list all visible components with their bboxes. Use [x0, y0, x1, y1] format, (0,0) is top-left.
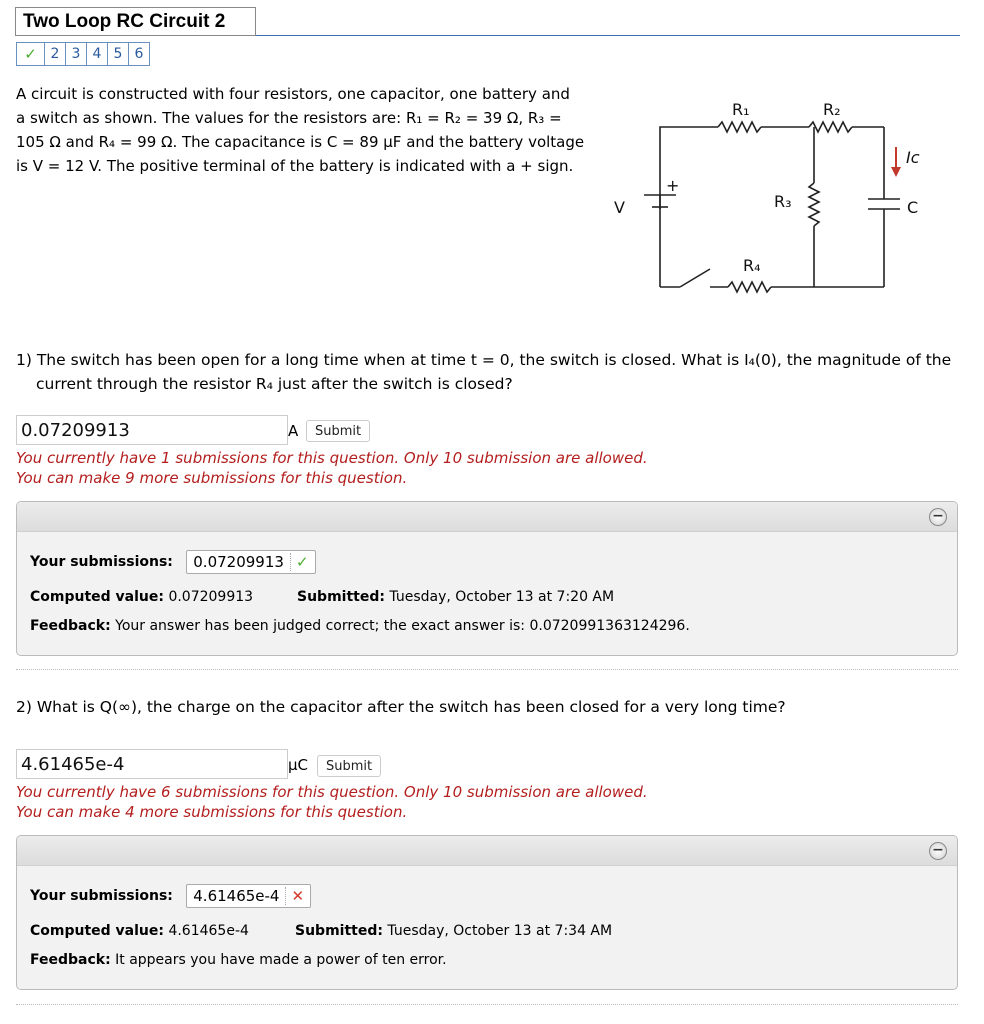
submission-text: 4.61465e-4 [193, 887, 280, 905]
submission-value [186, 550, 315, 574]
label-ic: Iᴄ [906, 148, 920, 167]
tab-1-checkmark-icon[interactable]: ✓ [16, 42, 45, 66]
label-r2: R₂ [823, 100, 841, 119]
submission-panel-q2 [16, 835, 958, 990]
tab-3[interactable]: 3 [65, 42, 87, 66]
submitted-value: Tuesday, October 13 at 7:34 AM [387, 923, 613, 939]
minus-circle-icon[interactable]: − [929, 508, 947, 526]
warning-line: You can make 4 more submissions for this question. [16, 803, 408, 821]
submitted-row [295, 923, 612, 939]
question-2-text: 2) What is Q(∞), the charge on the capacitor after the switch has been closed for a very long time? [16, 698, 786, 716]
computed-value: 0.07209913 [168, 589, 254, 605]
checkmark-icon: ✓ [290, 553, 309, 571]
computed-row [30, 589, 253, 605]
submitted-label: Submitted: [297, 589, 385, 605]
tab-4[interactable]: 4 [86, 42, 108, 66]
warning-line: You can make 9 more submissions for this question. [16, 469, 408, 487]
computed-value: 4.61465e-4 [168, 923, 249, 939]
submitted-label: Submitted: [295, 923, 383, 939]
unit-q2: μC [288, 756, 309, 774]
feedback-label: Feedback: [30, 952, 111, 968]
computed-label: Computed value: [30, 589, 164, 605]
submitted-row [297, 589, 614, 605]
tab-2[interactable]: 2 [44, 42, 66, 66]
problem-line: A circuit is constructed with four resistors, one capacitor, one battery and [16, 85, 570, 103]
feedback-value: It appears you have made a power of ten error. [115, 952, 447, 968]
answer-input-q1[interactable] [16, 415, 288, 445]
warning-line: You currently have 1 submissions for this question. Only 10 submission are allowed. [16, 449, 648, 467]
submissions-row [30, 550, 316, 574]
computed-label: Computed value: [30, 923, 164, 939]
label-v: V [614, 198, 625, 217]
submission-panel-q1 [16, 501, 958, 656]
panel-header [17, 502, 957, 532]
circuit-diagram [606, 95, 946, 300]
feedback-label: Feedback: [30, 618, 111, 634]
unit-q1: A [288, 422, 299, 440]
page-title: Two Loop RC Circuit 2 [15, 7, 256, 36]
submissions-label: Your submissions: [30, 554, 173, 570]
minus-circle-icon[interactable]: − [929, 842, 947, 860]
problem-statement [16, 82, 596, 178]
submissions-row [30, 884, 311, 908]
problem-line: 105 Ω and R₄ = 99 Ω. The capacitance is C = 89 μF and the battery voltage [16, 133, 585, 151]
question-separator [16, 1004, 958, 1005]
warning-line: You currently have 6 submissions for this question. Only 10 submission are allowed. [16, 783, 648, 801]
submissions-label: Your submissions: [30, 888, 173, 904]
question-1-line: current through the resistor R₄ just after the switch is closed? [36, 375, 513, 393]
tab-5[interactable]: 5 [107, 42, 129, 66]
feedback-value: Your answer has been judged correct; the exact answer is: 0.0720991363124296. [115, 618, 690, 634]
problem-line: a switch as shown. The values for the resistors are: R₁ = R₂ = 39 Ω, R₃ = [16, 109, 562, 127]
submission-value [186, 884, 311, 908]
submitted-value: Tuesday, October 13 at 7:20 AM [389, 589, 615, 605]
label-r3: R₃ [774, 192, 792, 211]
label-c: C [907, 198, 919, 217]
submit-button-q1[interactable]: Submit [306, 420, 370, 442]
submission-warning-q2 [16, 782, 648, 822]
label-plus: + [666, 176, 680, 195]
submission-text: 0.07209913 [193, 553, 284, 571]
label-r4: R₄ [743, 256, 761, 275]
cross-icon: ✕ [285, 887, 304, 905]
computed-row [30, 923, 249, 939]
tab-6[interactable]: 6 [128, 42, 150, 66]
label-r1: R₁ [732, 100, 750, 119]
feedback-row [30, 618, 690, 634]
answer-input-q2[interactable] [16, 749, 288, 779]
problem-line: is V = 12 V. The positive terminal of the battery is indicated with a + sign. [16, 157, 574, 175]
submission-warning-q1 [16, 448, 648, 488]
question-tabs [16, 42, 149, 66]
panel-header [17, 836, 957, 866]
feedback-row [30, 952, 447, 968]
question-1-text [16, 348, 961, 396]
question-separator [16, 669, 958, 670]
question-1-line: 1) The switch has been open for a long time when at time t = 0, the switch is closed. What is I₄(0), the magnitude of the [16, 351, 952, 369]
submit-button-q2[interactable]: Submit [317, 755, 381, 777]
title-rule [256, 35, 960, 36]
